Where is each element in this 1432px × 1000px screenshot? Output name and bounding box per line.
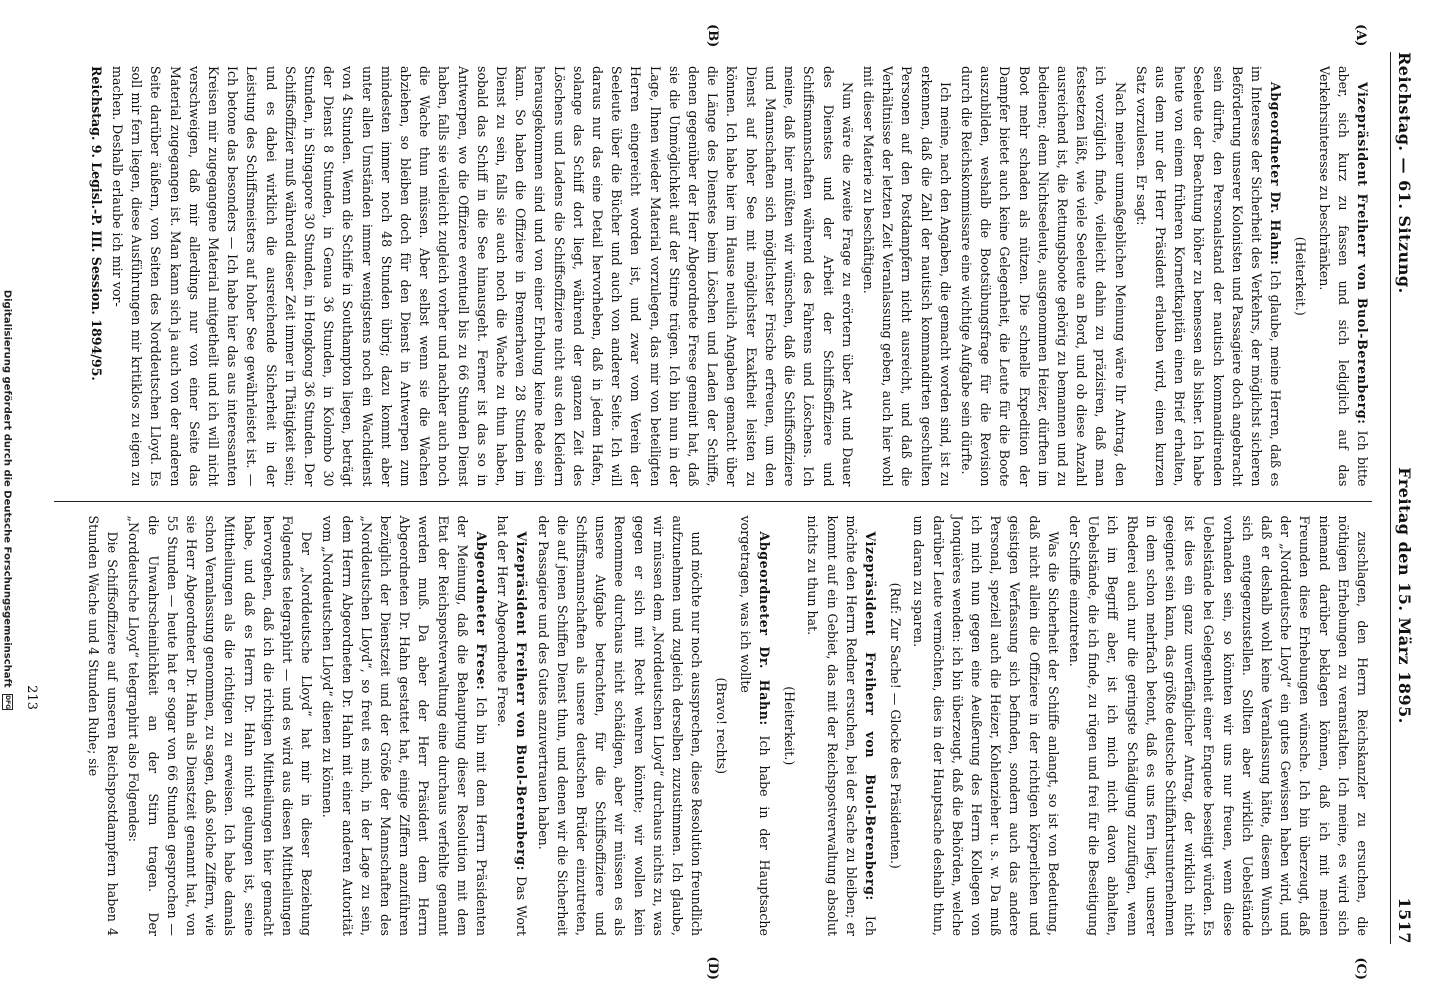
session-footer: Reichstag. 9. Legisl.-P. III. Session. 1894/95. [88,66,104,381]
paragraph: zuschlagen, den Herrn Reichskanzler zu ersuchen, die nöthigen Erhebungen zu veranstalten. Ich meine, es wird sich niemand darüber beklagen können, daß ich mit meinen Freunden diese Erhebungen wünsche. Ich bin überzeugt, daß der „Norddeutsche Lloyd“ ein gutes Gewissen haben wird, und daß er deshalb wohl keine Veranlassung hätte, diesem Wunsch sich entgegenzustellen. Sollten aber wirklich Uebelstände vorhanden sein, so könnten wir uns nur freuen, wenn diese Uebelstände bei Gelegenheit einer Enquete beseitigt würden. Es ist dies ein ganz unverfänglicher Antrag, der wirklich nicht geeignet sein kann, das größte deutsche Schiffahrtsunternehmen in dem schon mehrfach betont, daß es uns fern liegt, unserer Rhederei auch nur die geringste Schädigung zuzufügen, wenn ich im Begriff aber, ist ich mich nicht davon abhalten, Uebelstände, die ich finde, zu rügen und frei für die Beseitigung der Schiffe einzutreten. [1066,515,1370,936]
interjection: (Heiterkeit.) [1293,236,1309,316]
paragraph: Vizepräsident Freiherr von Buol-Berenberg: Das Wort hat der Herr Abgeordnete Frese. [495,515,530,936]
interjection: (Heiterkeit.) [782,686,798,766]
marker-a: (A) [1353,24,1368,47]
paragraph: Abgeordneter Dr. Hahn: Ich glaube, meine Herren, daß es im Interesse der Sicherheit des Verkehrs, der möglichst sicheren Beförderung unserer Kolonisten und Passagiere doch angebracht sein dürfte, den Personalstand der nautisch kommandirenden Seeleute der Beachtung höher zu bemessen als bisher. Ich habe heute von einem früheren Kornettkapitän einen Brief erhalten, aus dem nur der Herr Präsident erlauben wird, einen kurzen Satz vorzulesen. Er sagt: [1133,66,1284,487]
paragraph: Nun wäre die zweite Frage zu erörtern über Art und Dauer des Dienstes und der Arbeit der Schiffsoffiziere und Schiffsmannschaften während des Fahrens und Löschens. Ich meine, daß hier müßten wir wünschen, daß die Schiffsoffiziere und Mannschaften sich möglichster Frische erfreuen, um den Dienst auf hoher See mit möglichster Exaktheit leisten zu können. Ich habe hier im Hause neulich Angaben gemacht über die Länge des Dienstes beim Löschen und Laden der Schiffe, denen gegenüber der Herr Abgeordnete Frese gemeint hat, daß sie die Unmöglichkeit auf der Stirne trügen. Ich bin nun in der Lage, Ihnen wieder Material vorzulegen, das mir von beteiligten Herren eingereicht worden ist, und zwar vom Verein der Seeleute über die Bücher und auch von anderer Seite. Ich will daraus nur das eine Detail hervorheben, daß in jedem Hafen, solange das Schiff dort liegt, während der ganzen Zeit des Löschens und Ladens die Schiffsoffiziere nicht aus den Kleidern herausgekommen sind und von einer Erholung keine Rede sein kann. So haben die Offiziere in Bremerhaven 28 Stunden im Dienst zu sein, falls sie auch noch die Wache zu thun haben, sobald das Schiff in die See hinausgeht. Ferner ist das so in Antwerpen, wo die Offiziere eventuell bis zu 66 Stunden Dienst haben, falls sie vielleicht zugleich vorher und nachher auch noch die Wache thun müssen. Aber selbst wenn sie die Wachen abziehen, so bleiben doch für den Dienst in Antwerpen zum mindesten immer noch 48 Stunden übrig; dazu kommt aber unter allen Umständen immer wenigstens noch ein Wachdienst von 4 Stunden. Wenn die Schiffe in Southampton liegen, beträgt der Dienst 8 Stunden, in Genua 36 Stunden, in Kolombo 30 Stunden, in Singapore 30 Stunden, in Hongkong 36 Stunden. Der Schiffsoffizier muß während dieser Zeit immer in Thätigkeit sein; und es dabei wirklich die ausreichende Sicherheit in der Leistung des Schiffsmeisters auf hoher See gewährleistet ist. — Ich betone das besonders — Ich habe hier das aus interessanten Kreisen mir zugegangene Material mitgetheilt und ich will nicht verschweigen, daß mir allerdings nur von einer Seite das Material zugegangen ist. Man kann sich ja auch von der anderen Seite darüber äußern, von Seiten des Norddeutschen Lloyd. Es soll mir fern liegen, diese Ausführungen mir kritiklos zu eigen zu machen. Deshalb erlaube ich mir vor- [110,66,855,487]
speaker-name: Abgeordneter Dr. Hahn: [1268,82,1284,266]
paragraph: Was die Sicherheit der Schiffe anlangt, so ist von Bedeutung, daß nicht allein die Offiziere in der richtigen körperlichen und geistigen Verfassung sich befinden, sondern auch das andere Personal, speziell auch die Heizer, Kohlenzieher u. s. w. Da muß ich mich nun gegen eine Aeußerung des Herrn Kollegen von Jonquières wenden: ich bin überzeugt, daß die Behörden, welche darüber Leute vermöchten, dies in der Hauptsache deshalb thun, um daran zu sparen. [911,515,1061,936]
interjection: (Ruf: Zur Sache! — Glocke des Präsidenten.) [888,582,904,869]
page-number: 1517 [1395,897,1414,944]
digitization-note: Digitalisierung gefördert durch die Deutsche Forschungsgemeinschaft DFG [2,289,13,710]
speaker-name: Vizepräsident Freiherr von Buol-Berenberg: [1355,82,1370,425]
header-right: Freitag den 15. März 1895. [1395,467,1414,724]
dfg-logo-icon: DFG [4,695,12,710]
paragraph: und möchte nur noch aussprechen, diese Resolution freundlich aufzunehmen und zugleich derselben zuzustimmen. Ich glaube, wir müssen dem „Norddeutschen Lloyd“ durchaus nichts zu, was gegen er sich mit Recht wehren könnte; wir wollen kein Renommee durchaus nicht schädigen, aber wir müssen es als unsere Aufgabe betrachten, für die Schiffsoffiziere und Schiffsmannschaften als unsere deutschen Brüder einzutreten, die auf jenen Schiffen Dienst thun, und denen wir die Sicherheit der Passagiere und des Gutes anzuvertrauen haben. [535,515,705,936]
paragraph: Der „Norddeutsche Lloyd“ hat mir in dieser Beziehung Folgendes telegraphirt — und es wird aus diesen Mittheilungen hervorgehen, daß ich die richtigen Mittheilungen hier gemacht habe, und daß es Herrn Dr. Hahn nicht gelungen ist, seine Mittheilungen als die richtigen zu erweisen. Ich habe damals schon Veranlassung genommen, zu sagen, daß solche Ziffern, wie sie Herr Abgeordneter Dr. Hahn als Dienstzeit genannt hat, von 55 Stunden — heute hat er sogar von 66 Stunden gesprochen — die Unwahrscheinlichkeit an der Stirn tragen. Der „Norddeutsche Lloyd“ telegraphirt also Folgendes: [126,515,315,936]
quoted-paragraph: Die Schiffsoffiziere auf unseren Reichspostdampfern haben 4 Stunden Wache und 4 Stunden Ruhe; sie [86,515,121,936]
paragraph: Abgeordneter Dr. Hahn: Ich habe in der Hauptsache vorgetragen, was ich wollte [737,515,772,936]
header-left: Reichstag. — 61. Sitzung. [1395,52,1414,294]
interjection: (Bravo! rechts) [714,677,730,775]
speaker-name: Vizepräsident Freiherr von Buol-Berenberg: [514,531,530,871]
left-column [54,52,1372,501]
speaker-name: Vizepräsident Freiherr von Buol-Berenberg: [862,531,878,901]
marker-c: (C) [1353,957,1368,980]
right-column [54,502,1372,951]
marker-d: (D) [705,956,720,980]
speaker-name: Abgeordneter Frese: [474,531,490,691]
paragraph: Ich meine, nach den Angaben, die gemacht worden sind, ist zu erkennen, daß die Zahl der nautisch kommandirten geschulten Personen auf den Postdampfern nicht ausreicht, und daß die Verhältnisse der letzten Zeit Veranlassung geben, auch hier wohl mit dieser Materie zu beschäftigen. [860,66,953,487]
speaker-name: Abgeordneter Dr. Hahn: [756,531,772,726]
page-header [1390,52,1414,944]
folio-number: 213 [24,685,39,710]
paragraph: Vizepräsident Freiherr von Buol-Berenberg: Ich bitte aber, sich kurz zu fassen und sich lediglich auf das Verkehrsinteresse zu beschränken. [1316,66,1370,487]
paragraph: Abgeordneter Frese: Ich bin mit dem Herrn Präsidenten der Meinung, daß die Behauptung dieser Resolution mit dem Etat der Reichspostverwaltung eine durchaus verfehlte genannt werden muß. Da aber der Herr Präsident dem Herrn Abgeordneten Dr. Hahn gestattet hat, einige Ziffern anzuführen bezüglich der Dienstzeit und der Größe der Mannschaften des „Norddeutschen Lloyd“, so freut es mich, in der Lage zu sein, dem Herrn Abgeordneten Dr. Hahn mit einer anderen Autorität vom „Norddeutschen Lloyd“ dienen zu können. [320,515,490,936]
quoted-paragraph: Nach meiner unmaßgeblichen Meinung wäre Ihr Antrag, den ich vorzüglich finde, vielleicht dahin zu präzisiren, daß man festsetzen läßt, wie viele Seeleute an Bord, und ob diese Anzahl ausreichend ist, die Rettungsboote gehörig zu bemannen und zu bedienen; denn Nichtseeleute, ausgenommen Heizer, dürften im Boot mehr schaden als nützen. Die schnelle Expedition der Dampfer bietet auch keine Gelegenheit, die Leute für die Boote auszubilden, weshalb die Bootsübungsfrage für die Revision durch die Reichskommissare eine wichtige Aufgabe sein dürfte. [958,66,1128,487]
text-columns [54,52,1372,950]
marker-b: (B) [705,24,720,48]
paragraph: Vizepräsident Freiherr von Buol-Berenberg: Ich möchte den Herrn Redner ersuchen, bei der Sache zu bleiben; er kommt auf ein Gebiet, das mit der Reichspostverwaltung absolut nichts zu thun hat. [805,515,878,936]
